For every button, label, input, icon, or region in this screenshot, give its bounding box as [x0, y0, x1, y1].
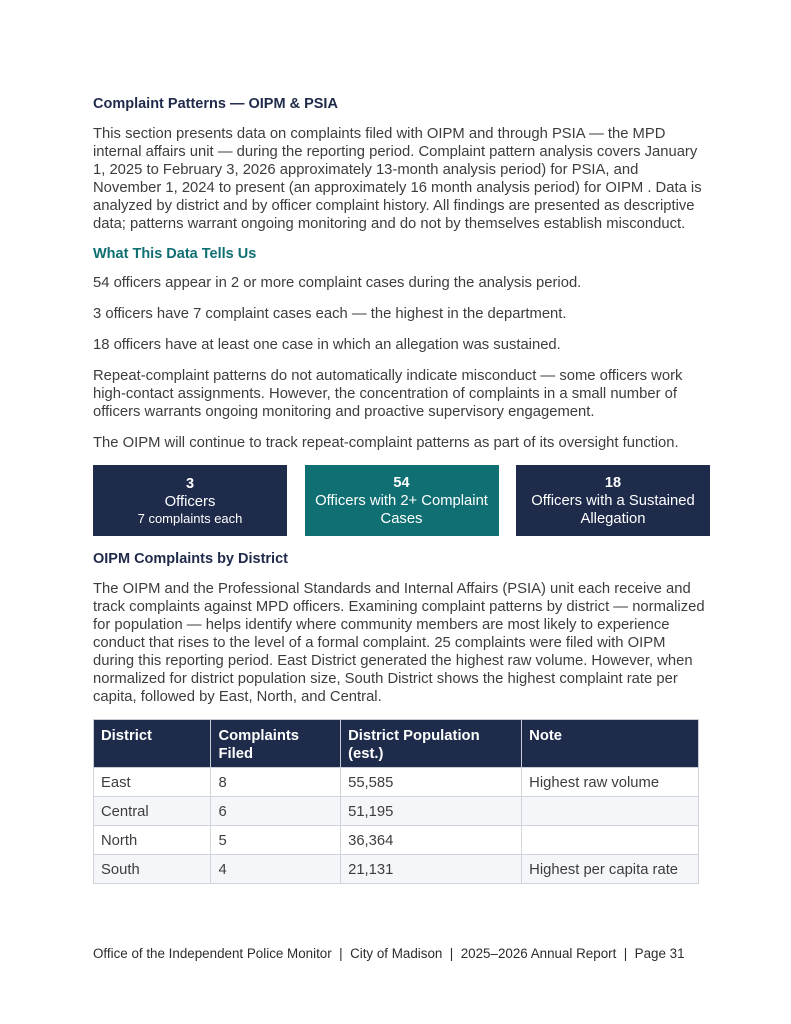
stat-number: 3 [185, 475, 195, 492]
cell-complaints: 5 [211, 826, 341, 855]
stat-number: 18 [604, 474, 622, 491]
table-row [94, 826, 699, 855]
cell-note: Highest raw volume [522, 768, 699, 797]
cell-population: 21,131 [341, 855, 522, 884]
page-footer: Office of the Independent Police Monitor | City of Madison | 2025–2026 Annual Report | Page 31 [93, 946, 685, 961]
cell-population: 36,364 [341, 826, 522, 855]
table-row [94, 797, 699, 826]
cell-note [522, 826, 699, 855]
header-note: Note [522, 720, 699, 768]
cell-district: South [94, 855, 211, 884]
intro-paragraph: This section presents data on complaints filed with OIPM and through PSIA — the MPD internal affairs unit — during the reporting period. Complaint pattern analysis covers January 1, 2025 to February 3, 2026 approximately 13-month analysis period) for PSIA, and November 1, 2024 to present (an approximately 16 month analysis period) for OIPM . Data is analyzed by district and by officer complaint history. All findings are presented as descriptive data; patterns warrant ongoing monitoring and do not by themselves establish misconduct. [93, 126, 702, 232]
cell-complaints: 4 [211, 855, 341, 884]
cell-district: East [94, 768, 211, 797]
report-page [93, 92, 710, 884]
stat-card-top-officers [93, 465, 287, 536]
finding-repeat-officers: 54 officers appear in 2 or more complaint cases during the analysis period. [93, 275, 582, 291]
cell-note: Highest per capita rate [522, 855, 699, 884]
stat-cards [93, 465, 710, 536]
stat-label: Officers with 2+ Complaint Cases [315, 492, 488, 527]
cell-complaints: 8 [211, 768, 341, 797]
cell-population: 51,195 [341, 797, 522, 826]
table-header-row [94, 720, 699, 768]
section-title: Complaint Patterns — OIPM & PSIA [93, 96, 338, 112]
what-data-tells-title: What This Data Tells Us [93, 246, 257, 262]
stat-label: Officers with a Sustained Allegation [531, 492, 695, 527]
cell-population: 55,585 [341, 768, 522, 797]
cell-district: North [94, 826, 211, 855]
finding-tracking: The OIPM will continue to track repeat-complaint patterns as part of its oversight function. [93, 435, 679, 451]
header-complaints-filed: Complaints Filed [211, 720, 341, 768]
finding-caveat: Repeat-complaint patterns do not automatically indicate misconduct — some officers work high-contact assignments. However, the concentration of complaints in a small number of officers warrants ongoing monitoring and proactive supervisory engagement. [93, 368, 683, 420]
district-section-title: OIPM Complaints by District [93, 551, 288, 567]
stat-sublabel: 7 complaints each [137, 510, 243, 526]
district-intro-paragraph: The OIPM and the Professional Standards and Internal Affairs (PSIA) unit each receive and track complaints against MPD officers. Examining complaint patterns by district — normalized for population — helps identify where community members are most likely to experience conduct that rises to the level of a formal complaint. 25 complaints were filed with OIPM during this reporting period. East District generated the highest raw volume. However, when normalized for district population size, South District shows the highest complaint rate per capita, followed by East, North, and Central. [93, 581, 705, 705]
header-population: District Population (est.) [341, 720, 522, 768]
cell-complaints: 6 [211, 797, 341, 826]
stat-label: Officers [164, 493, 216, 510]
header-district: District [94, 720, 211, 768]
table-row [94, 855, 699, 884]
finding-top-officers: 3 officers have 7 complaint cases each — the highest in the department. [93, 306, 567, 322]
stat-number: 54 [393, 474, 410, 491]
stat-card-repeat-officers [305, 465, 499, 536]
stat-card-sustained [516, 465, 710, 536]
table-row [94, 768, 699, 797]
cell-note [522, 797, 699, 826]
district-complaints-table [93, 719, 699, 884]
finding-sustained: 18 officers have at least one case in which an allegation was sustained. [93, 337, 561, 353]
cell-district: Central [94, 797, 211, 826]
